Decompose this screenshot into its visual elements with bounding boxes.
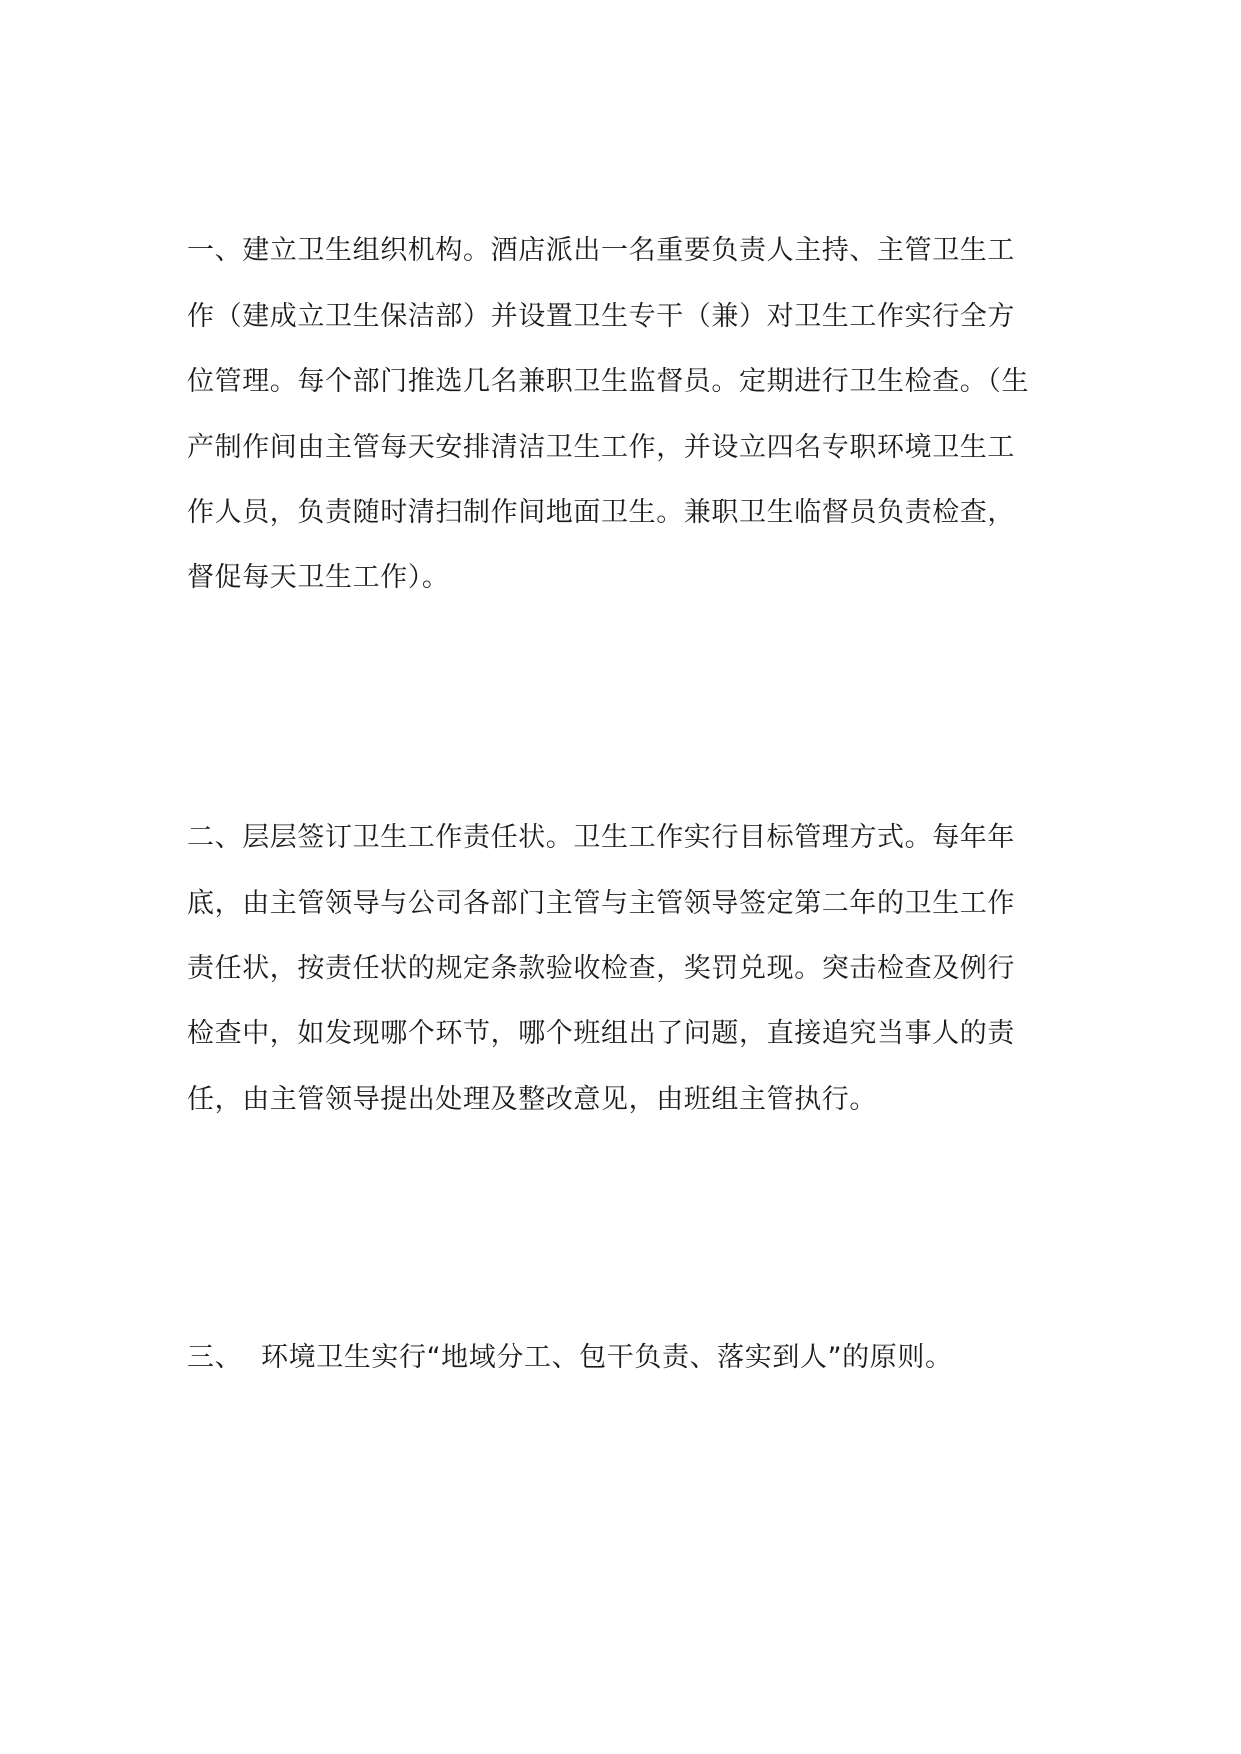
paragraph-line: 二、层层签订卫生工作责任状。卫生工作实行目标管理方式。每年年 (187, 822, 1015, 853)
paragraph-line: 作（建成立卫生保洁部）并设置卫生专干（兼）对卫生工作实行全方 (187, 301, 1015, 332)
paragraph-line: 作人员，负责随时清扫制作间地面卫生。兼职卫生临督员负责检查， (187, 497, 1015, 528)
paragraph-line (187, 1338, 953, 1378)
paragraph-line: 检查中，如发现哪个环节，哪个班组出了问题，直接追究当事人的责 (187, 1018, 1015, 1049)
paragraph-line: 底，由主管领导与公司各部门主管与主管领导签定第二年的卫生工作 (187, 888, 1015, 919)
paragraph-line: 一、建立卫生组织机构。酒店派出一名重要负责人主持、主管卫生工 (187, 235, 1015, 266)
paragraph-number: 三、 (187, 1342, 243, 1373)
paragraph-line: 产制作间由主管每天安排清洁卫生工作，并设立四名专职环境卫生工 (187, 432, 1015, 463)
paragraph-line: 责任状，按责任状的规定条款验收检查，奖罚兑现。突击检查及例行 (187, 953, 1015, 984)
paragraph-line: 督促每天卫生工作）。 (187, 562, 450, 593)
paragraph-line: 任，由主管领导提出处理及整改意见，由班组主管执行。 (187, 1084, 877, 1115)
paragraph-line: 位管理。每个部门推选几名兼职卫生监督员。定期进行卫生检查。（生 (187, 366, 1030, 397)
paragraph-text: 环境卫生实行“地域分工、包干负责、落实到人”的原则。 (261, 1342, 953, 1373)
